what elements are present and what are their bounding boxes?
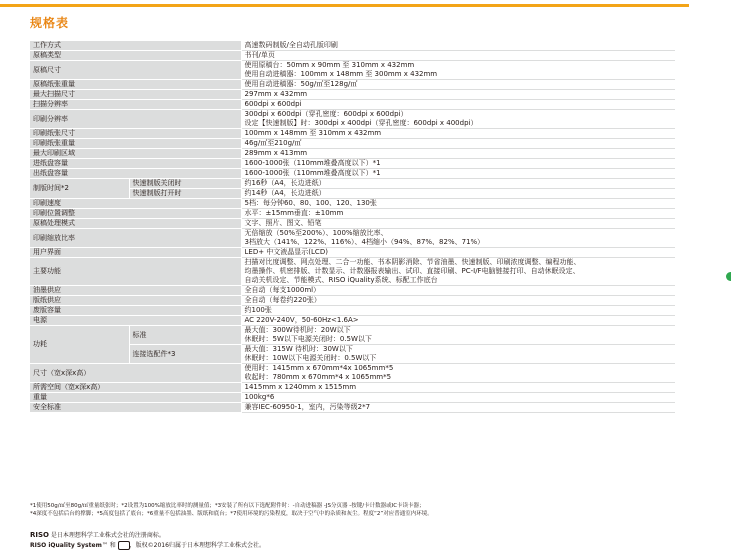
spec-label: 原稿处理模式 — [30, 219, 241, 229]
spec-value — [241, 383, 675, 393]
spec-value-line: 使用自动进稿器：50g/㎡至128g/㎡ — [244, 80, 358, 88]
top-rule — [0, 4, 689, 7]
spec-value-line: 300dpi x 600dpi（穿孔密度：600dpi x 600dpi） — [244, 110, 408, 118]
spec-value-line: 全自动（每卷约220张） — [244, 296, 321, 304]
spec-value — [241, 306, 675, 316]
footnote-line: *1使用50g/㎡至80g/㎡重量纸张时；*2设置为100%缩放比率时的测量值；*3安装了所有以下选配附件时：-自动进稿器 -JS分页器 -按键/卡计数器或IC卡读卡器； — [30, 503, 425, 509]
spec-value-line: 最大值：300W待机时：20W以下 — [244, 326, 351, 334]
spec-label: 进纸盘容量 — [30, 159, 241, 169]
spec-value — [241, 229, 675, 248]
spec-value-line: 1600-1000张（110mm堆叠高度以下）*1 — [244, 159, 381, 167]
tm-mark: ™ — [101, 542, 108, 549]
spec-row — [30, 110, 675, 129]
spec-value-line: 无倍缩放（50%至200%）、100%缩放比率、 — [244, 229, 388, 237]
spec-label: 安全标准 — [30, 403, 241, 413]
spec-label: 原稿纸张重量 — [30, 80, 241, 90]
spec-row — [30, 403, 675, 413]
spec-row — [30, 51, 675, 61]
spec-value-line: 100mm x 148mm 至 310mm x 432mm — [244, 129, 382, 137]
spec-value — [241, 110, 675, 129]
spec-value — [241, 149, 675, 159]
spec-label: 主要功能 — [30, 258, 241, 286]
spec-row — [30, 209, 675, 219]
spec-value-line: 全自动（每支1000ml） — [244, 286, 321, 294]
spec-label: 废版容量 — [30, 306, 241, 316]
spec-label: 工作方式 — [30, 41, 241, 51]
spec-value-line: 最大值：315W 待机时：30W以下 — [244, 345, 353, 353]
copyright-text: ，版权©2016归属于日本理想科学工业株式会社。 — [129, 542, 265, 549]
spec-row — [30, 326, 675, 345]
spec-value — [241, 364, 675, 383]
spec-row — [30, 199, 675, 209]
spec-sublabel: 连接选配件*3 — [129, 345, 241, 364]
spec-row — [30, 316, 675, 326]
spec-sublabel: 快速制版关闭时 — [129, 179, 241, 189]
spec-value — [241, 248, 675, 258]
spec-sublabel: 标准 — [129, 326, 241, 345]
spec-row — [30, 286, 675, 296]
spec-value — [241, 326, 675, 345]
spec-value-line: 收起时：780mm x 670mm*4 x 1065mm*5 — [244, 373, 392, 381]
spec-row — [30, 149, 675, 159]
spec-value-line: 约100张 — [244, 306, 272, 314]
spec-value — [241, 159, 675, 169]
spec-value-line: 600dpi x 600dpi — [244, 100, 302, 108]
spec-label: 原稿尺寸 — [30, 61, 241, 80]
spec-value-line: 约16秒（A4，长边进纸） — [244, 179, 326, 187]
spec-value — [241, 393, 675, 403]
spec-row — [30, 248, 675, 258]
spec-value — [241, 51, 675, 61]
spec-row — [30, 393, 675, 403]
spec-value — [241, 80, 675, 90]
spec-label: 功耗 — [30, 326, 129, 364]
spec-label: 印刷分辨率 — [30, 110, 241, 129]
spec-value — [241, 189, 675, 199]
spec-label: 印刷纸张重量 — [30, 139, 241, 149]
spec-value-line: 297mm x 432mm — [244, 90, 308, 98]
spec-value — [241, 199, 675, 209]
spec-value — [241, 90, 675, 100]
spec-value — [241, 345, 675, 364]
spec-label: 电源 — [30, 316, 241, 326]
spec-row — [30, 306, 675, 316]
trademark-notice — [30, 530, 265, 551]
spec-label: 所需空间（宽x深x高） — [30, 383, 241, 393]
spec-label: 印刷速度 — [30, 199, 241, 209]
spec-value-line: 水平：±15mm垂直：±10mm — [244, 209, 344, 217]
spec-value-line: 1415mm x 1240mm x 1515mm — [244, 383, 357, 391]
iquality-icon — [118, 541, 130, 550]
spec-row — [30, 90, 675, 100]
spec-label: 出纸盘容量 — [30, 169, 241, 179]
spec-value-line: 扫描对比度调整、网点处理、二合一功能、书本阴影消除、节省油墨、快速制版、印刷浓度调整、编程功能、 — [244, 258, 581, 266]
page-title: 规格表 — [30, 16, 70, 30]
spec-value-line: 文字、照片、图文、铅笔 — [244, 219, 322, 227]
spec-label: 印刷缩放比率 — [30, 229, 241, 248]
spec-value — [241, 61, 675, 80]
spec-table — [30, 41, 675, 413]
spec-value — [241, 169, 675, 179]
edge-marker — [726, 272, 731, 281]
and-text: 和 — [107, 542, 116, 549]
spec-value — [241, 296, 675, 306]
spec-label: 用户界面 — [30, 248, 241, 258]
spec-row — [30, 383, 675, 393]
spec-value-line: 使用原稿台：50mm x 90mm 至 310mm x 432mm — [244, 61, 415, 69]
spec-sublabel: 快速制版打开时 — [129, 189, 241, 199]
spec-value — [241, 41, 675, 51]
spec-value — [241, 209, 675, 219]
spec-value — [241, 316, 675, 326]
footnotes — [30, 502, 433, 518]
spec-row — [30, 258, 675, 286]
spec-label: 原稿类型 — [30, 51, 241, 61]
spec-value-line: 高速数码制版/全自动孔版印刷 — [244, 41, 338, 49]
spec-value-line: 书刊/单页 — [244, 51, 275, 59]
spec-value-line: 自动关机设定、节能模式、RISO iQuality系统、标配工作底台 — [244, 276, 438, 284]
spec-value — [241, 179, 675, 189]
spec-row — [30, 100, 675, 110]
spec-value-line: 休眠时：5W以下电源关闭时：0.5W以下 — [244, 335, 372, 343]
spec-label: 扫描分辨率 — [30, 100, 241, 110]
spec-label: 油墨供应 — [30, 286, 241, 296]
spec-row — [30, 61, 675, 80]
spec-row — [30, 80, 675, 90]
spec-label: 印刷纸张尺寸 — [30, 129, 241, 139]
iquality-brand: RISO iQuality System — [30, 542, 102, 549]
spec-value-line: 1600-1000张（110mm堆叠高度以下）*1 — [244, 169, 381, 177]
spec-value-line: AC 220V-240V，50-60Hz<1.6A> — [244, 316, 359, 324]
spec-value-line: 289mm x 413mm — [244, 149, 308, 157]
spec-value-line: 5档：每分钟60、80、100、120、130张 — [244, 199, 377, 207]
spec-value-line: 均墨操作、机密排版、计数显示、计数器报表输出、试印、直接印刷、PC-I/F电脑链接打印、自动休眠设定、 — [244, 267, 580, 275]
spec-value-line: 兼容IEC-60950-1，室内，污染等级2*7 — [244, 403, 371, 411]
spec-label: 重量 — [30, 393, 241, 403]
spec-value-line: 46g/㎡至210g/㎡ — [244, 139, 302, 147]
spec-value-line: 约14秒（A4，长边进纸） — [244, 189, 326, 197]
spec-row — [30, 139, 675, 149]
spec-value-line: 100kg*6 — [244, 393, 275, 401]
spec-value — [241, 258, 675, 286]
spec-row — [30, 169, 675, 179]
spec-value — [241, 129, 675, 139]
spec-row — [30, 179, 675, 189]
spec-row — [30, 229, 675, 248]
spec-value-line: 使用自动进稿器：100mm x 148mm 至 300mm x 432mm — [244, 70, 438, 78]
spec-value — [241, 286, 675, 296]
spec-label: 尺寸（宽x深x高） — [30, 364, 241, 383]
spec-label: 制版时间*2 — [30, 179, 129, 199]
spec-value — [241, 219, 675, 229]
spec-row — [30, 129, 675, 139]
spec-value-line: LED+ 中文液晶显示(LCD) — [244, 248, 328, 256]
spec-label: 印刷位置调整 — [30, 209, 241, 219]
trademark-text: 是日本理想科学工业株式会社的注册商标。 — [50, 532, 165, 539]
spec-label: 最大印刷区域 — [30, 149, 241, 159]
spec-value-line: 3档放大（141%、122%、116%）、4档缩小（94%、87%、82%、71%） — [244, 238, 485, 246]
spec-label: 最大扫描尺寸 — [30, 90, 241, 100]
spec-value — [241, 403, 675, 413]
spec-value — [241, 139, 675, 149]
spec-row — [30, 159, 675, 169]
spec-row — [30, 364, 675, 383]
footnote-line: *4深度不包括后台的撑脚；*5高度包括了底台；*6重量不包括油墨、版纸和底台；*7使用环境的污染程度，取决于空气中的杂质和灰尘。程度“2”对应普通室内环境。 — [30, 511, 433, 517]
spec-value-line: 休眠时：10W以下电源关闭时：0.5W以下 — [244, 354, 377, 362]
spec-value — [241, 100, 675, 110]
spec-label: 版纸供应 — [30, 296, 241, 306]
spec-row — [30, 219, 675, 229]
spec-value-line: 设定【快速制版】时：300dpi x 400dpi（穿孔密度：600dpi x 400dpi） — [244, 119, 478, 127]
spec-row — [30, 296, 675, 306]
riso-logo: RISO — [30, 531, 49, 539]
spec-value-line: 使用时：1415mm x 670mm*4x 1065mm*5 — [244, 364, 394, 372]
spec-row — [30, 41, 675, 51]
